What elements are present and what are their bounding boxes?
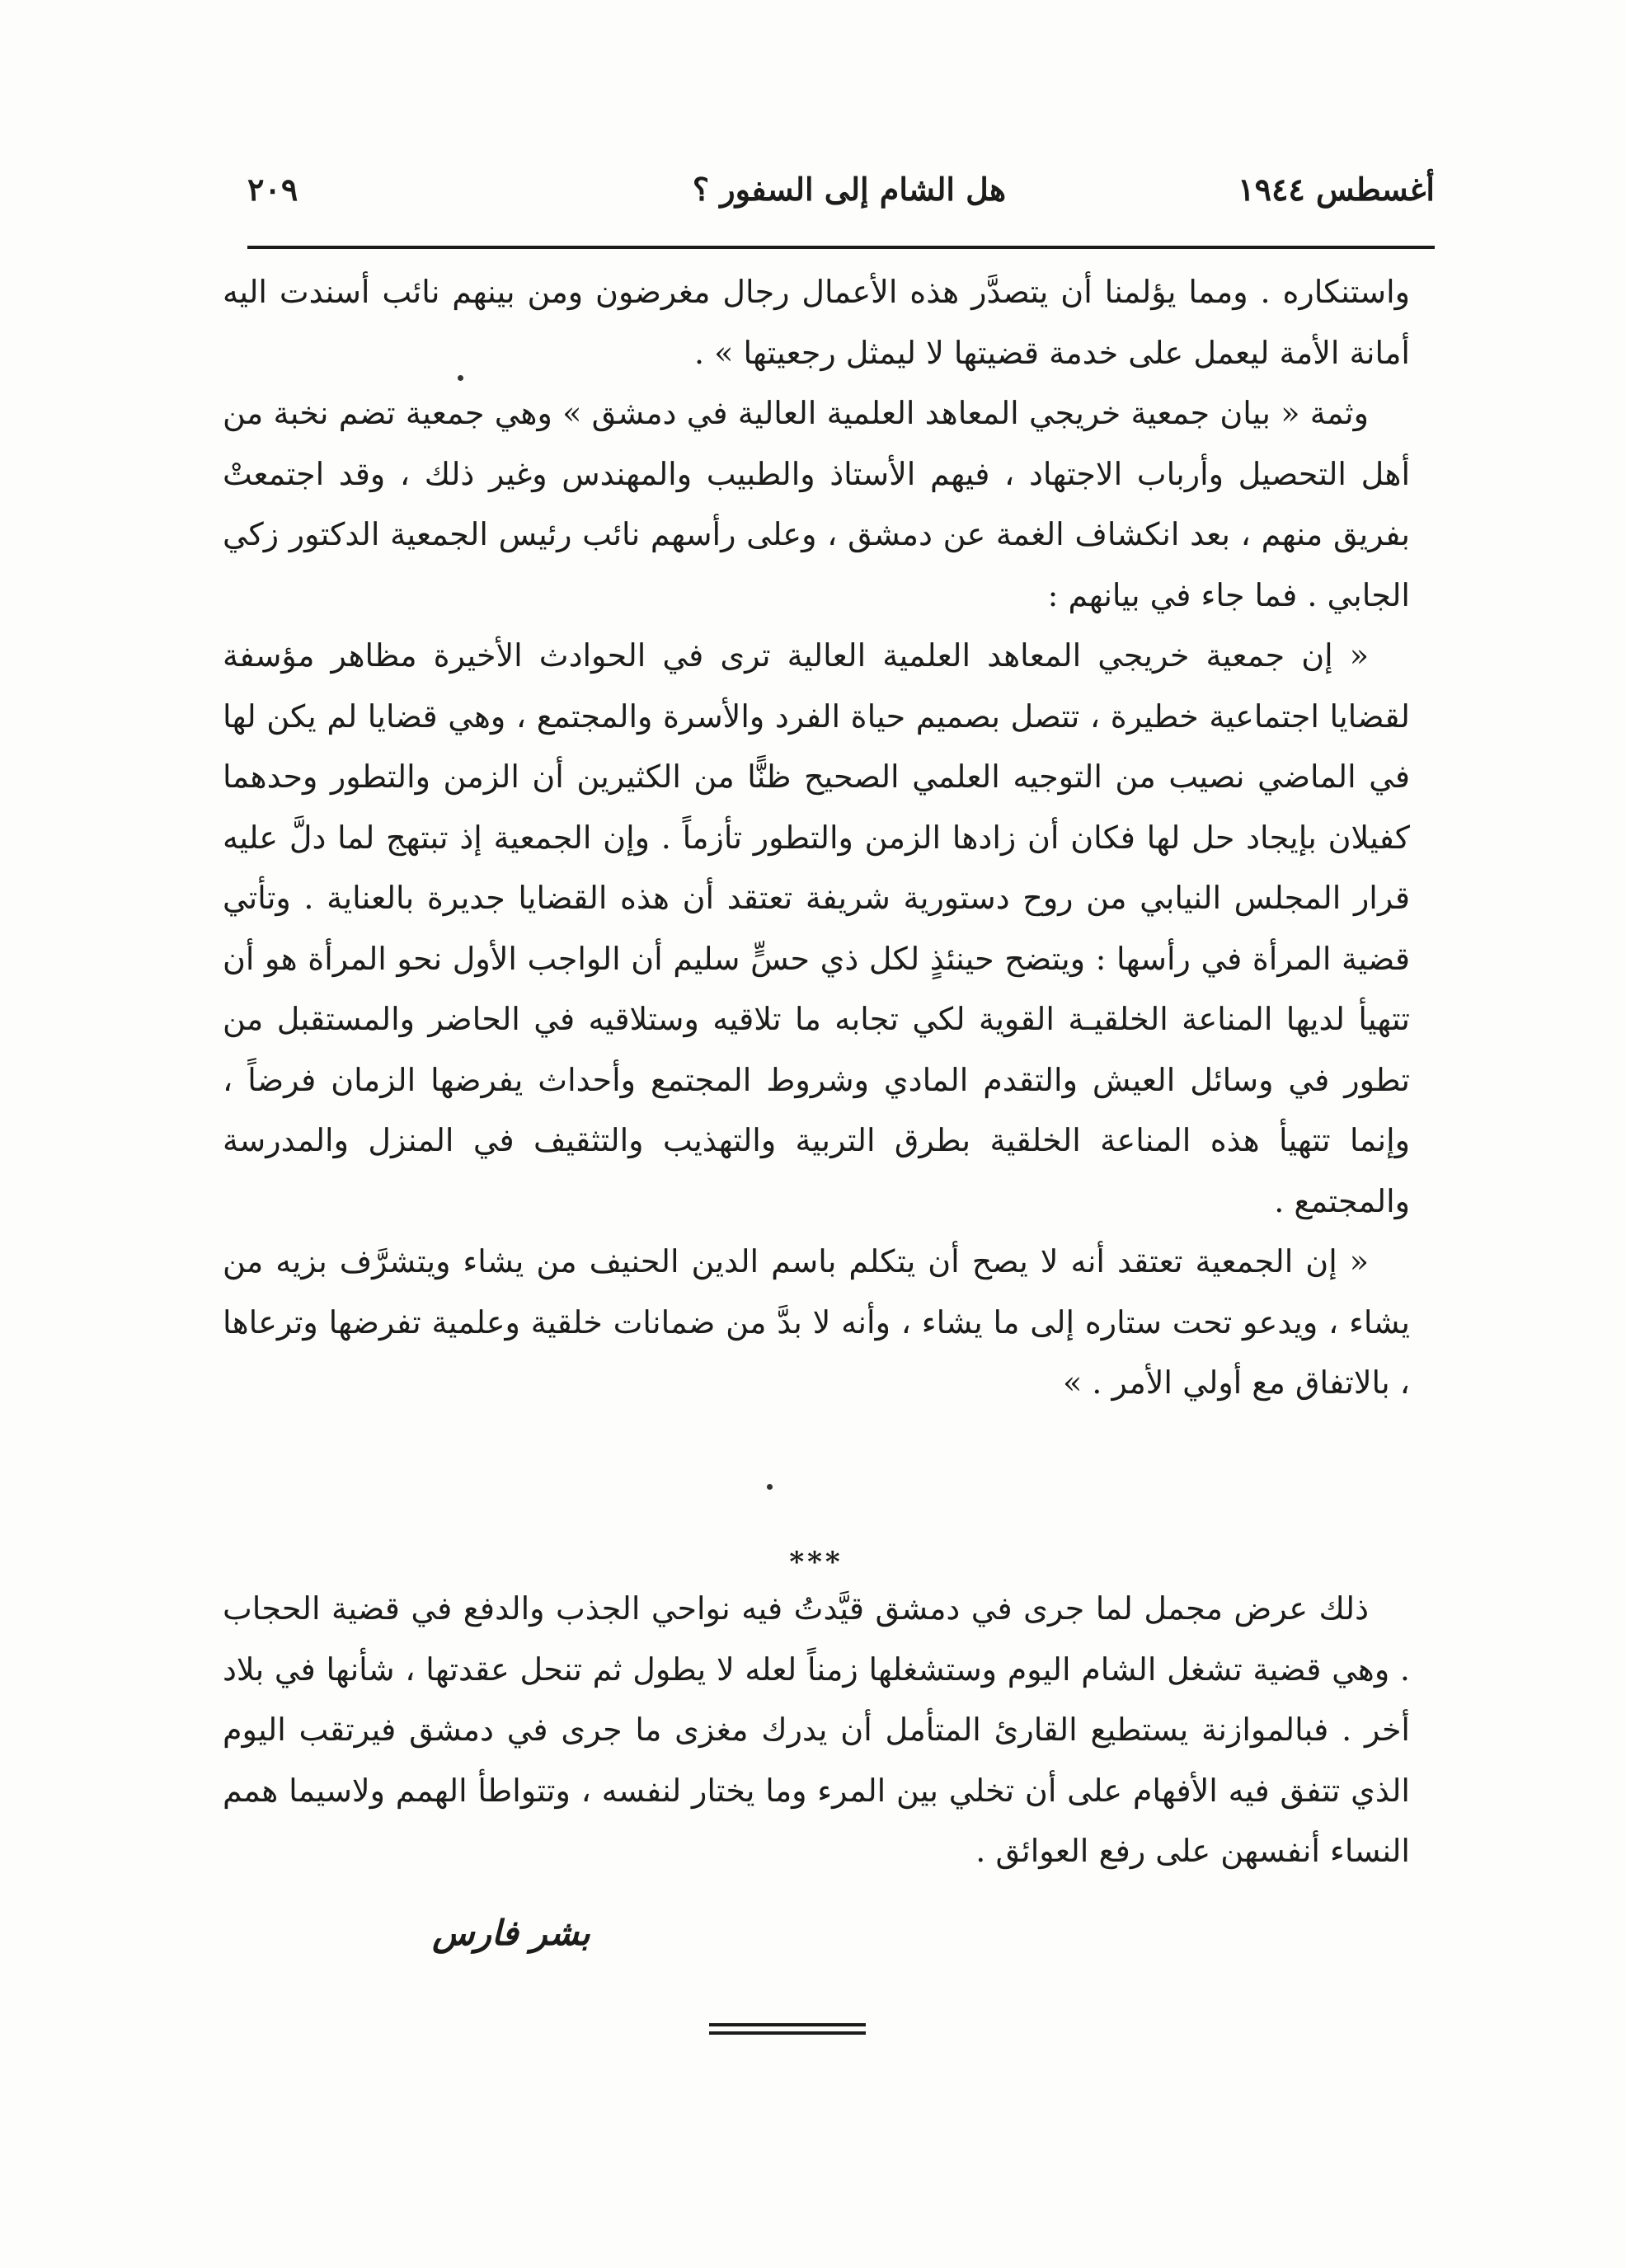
end-divider-bottom (709, 2031, 866, 2035)
scan-speck (458, 375, 463, 381)
end-divider-top (709, 2023, 866, 2026)
article-body (223, 262, 1410, 1414)
closing-section (223, 1579, 1410, 1882)
paragraph-1: واستنكاره . ومما يؤلمنا أن يتصدَّر هذه الأعمال رجال مغرضون ومن بينهم نائب أسندت اليه أمانة الأمة ليعمل على خدمة قضيتها لا ليمثل رجعيتها » . (223, 274, 1410, 371)
author-signature: بشر فارس (432, 1913, 590, 1953)
scan-speck (767, 1484, 773, 1490)
paragraph-2: وثمة « بيان جمعية خريجي المعاهد العلمية العالية في دمشق » وهي جمعية تضم نخبة من أهل التحصيل وأرباب الاجتهاد ، فيهم الأستاذ والطبيب والمهندس وغير ذلك ، وقد اجتمعتْ بفريق منهم ، بعد انكشاف الغمة عن دمشق ، وعلى رأسهم نائب رئيس الجمعية الدكتور زكي الجابي . فما جاء في بيانهم : (223, 395, 1410, 613)
section-separator: *** (789, 1546, 844, 1579)
running-header (247, 161, 1435, 218)
header-date: أغسطس ١٩٤٤ (1238, 171, 1435, 208)
header-divider (247, 246, 1435, 249)
paragraph-4: « إن الجمعية تعتقد أنه لا يصح أن يتكلم باسم الدين الحنيف من يشاء ويتشرَّف بزيه من يشاء ، ويدعو تحت ستاره إلى ما يشاء ، وأنه لا بدَّ من ضمانات خلقية وعلمية تفرضها وترعاها ، بالاتفاق مع أولي الأمر . » (223, 1243, 1410, 1401)
header-title: هل الشام إلى السفور ؟ (692, 171, 1006, 208)
page-number: ٢٠٩ (247, 171, 298, 208)
paragraph-3: « إن جمعية خريجي المعاهد العلمية العالية ترى في الحوادث الأخيرة مظاهر مؤسفة لقضايا اجتماعية خطيرة ، تتصل بصميم حياة الفرد والأسرة والمجتمع ، وهي قضايا لم يكن لها في الماضي نصيب من التوجيه العلمي الصحيح ظنًّا من الكثيرين أن الزمن والتطور وحدهما كفيلان بإيجاد حل لها فكان أن زادها الزمن والتطور تأزماً . وإن الجمعية إذ تبتهج لما دلَّ عليه قرار المجلس النيابي من روح دستورية شريفة تعتقد أن هذه القضايا جديرة بالعناية . وتأتي قضية المرأة في رأسها : ويتضح حينئذٍ لكل ذي حسٍّ سليم أن الواجب الأول نحو المرأة هو أن تتهيأ لديها المناعة الخلقيـة القوية لكي تجابه ما تلاقيه وستلاقيه في الحاضر والمستقبل من تطور في وسائل العيش والتقدم المادي وشروط المجتمع وأحداث يفرضها الزمان فرضاً ، وإنما تتهيأ هذه المناعة الخلقية بطرق التربية والتهذيب والتثقيف في المنزل والمدرسة والمجتمع . (223, 637, 1410, 1219)
closing-paragraph: ذلك عرض مجمل لما جرى في دمشق قيَّدتُ فيه نواحي الجذب والدفع في قضية الحجاب . وهي قضية تشغل الشام اليوم وستشغلها زمناً لعله لا يطول ثم تنحل عقدتها ، شأنها في بلاد أخر . فبالموازنة يستطيع القارئ المتأمل أن يدرك مغزى ما جرى في دمشق فيرتقب اليوم الذي تتفق فيه الأفهام على أن تخلي بين المرء وما يختار لنفسه ، وتتواطأ الهمم ولاسيما همم النساء أنفسهن على رفع العوائق . (223, 1590, 1410, 1869)
